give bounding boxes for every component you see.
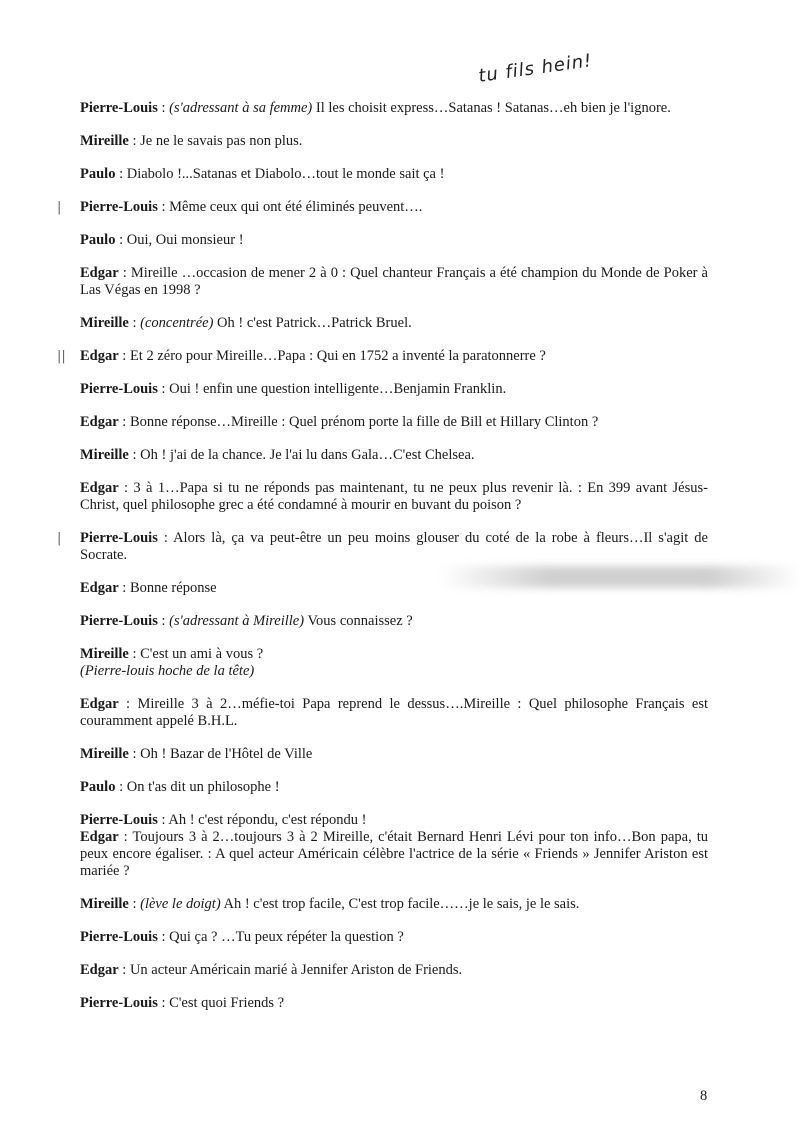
- speaker-name: Pierre-Louis: [80, 199, 158, 215]
- dialogue-line: Mireille : (concentrée) Oh ! c'est Patrick…Patrick Bruel.: [80, 315, 412, 331]
- speaker-name: Edgar: [80, 414, 119, 430]
- speaker-name: Edgar: [80, 480, 119, 496]
- speaker-name: Pierre-Louis: [80, 530, 158, 546]
- stage-direction: (lève le doigt): [140, 896, 221, 912]
- dialogue-text: On t'as dit un philosophe !: [126, 779, 280, 795]
- dialogue-line: Edgar : Bonne réponse…Mireille : Quel prénom porte la fille de Bill et Hillary Clinton ?: [80, 414, 599, 430]
- dialogue-text: Oh ! Bazar de l'Hôtel de Ville: [140, 746, 313, 762]
- dialogue-text: Diabolo !...Satanas et Diabolo…tout le monde sait ça !: [126, 166, 445, 182]
- speaker-name: Mireille: [80, 315, 129, 331]
- dialogue-text: Ah ! c'est trop facile, C'est trop facile……je le sais, je le sais.: [223, 896, 580, 912]
- script-body: [57, 100, 708, 1028]
- speaker-name: Paulo: [80, 779, 116, 795]
- dialogue-text: Il les choisit express…Satanas ! Satanas…eh bien je l'ignore.: [315, 100, 671, 116]
- dialogue-text: 3 à 1…Papa si tu ne réponds pas maintenant, tu ne peux plus revenir là. : En 399 avant Jésus-Christ, quel philosophe grec a été condamné à mourir en buvant du poison ?: [80, 480, 708, 513]
- dialogue-line: | Pierre-Louis : Alors là, ça va peut-être un peu moins glouser du coté de la robe à fleurs…Il s'agit de Socrate.: [57, 530, 708, 563]
- dialogue-line: Pierre-Louis : (s'adressant à Mireille) Vous connaissez ?: [80, 613, 413, 629]
- stage-note: (Pierre-louis hoche de la tête): [80, 663, 255, 679]
- dialogue-line: Pierre-Louis : Oui ! enfin une question intelligente…Benjamin Franklin.: [80, 381, 507, 397]
- speaker-name: Edgar: [80, 829, 119, 845]
- dialogue-text: Oui ! enfin une question intelligente…Benjamin Franklin.: [169, 381, 507, 397]
- dialogue-text: Qui ça ? …Tu peux répéter la question ?: [169, 929, 404, 945]
- speaker-name: Mireille: [80, 746, 129, 762]
- dialogue-text: Bonne réponse: [129, 580, 217, 596]
- speaker-name: Pierre-Louis: [80, 812, 158, 828]
- speaker-name: Paulo: [80, 232, 116, 248]
- speaker-name: Paulo: [80, 166, 116, 182]
- speaker-name: Mireille: [80, 646, 129, 662]
- dialogue-text: Alors là, ça va peut-être un peu moins glouser du coté de la robe à fleurs…Il s'agit de Socrate.: [80, 530, 708, 563]
- dialogue-line: Pierre-Louis : (s'adressant à sa femme) Il les choisit express…Satanas ! Satanas…eh bien je l'ignore.: [80, 100, 671, 116]
- dialogue-line: Edgar : 3 à 1…Papa si tu ne réponds pas maintenant, tu ne peux plus revenir là. : En 399 avant Jésus-Christ, quel philosophe grec a été condamné à mourir en buvant du poison ?: [80, 480, 708, 513]
- dialogue-text: Oh ! j'ai de la chance. Je l'ai lu dans Gala…C'est Chelsea.: [140, 447, 475, 463]
- dialogue-line: Paulo : Oui, Oui monsieur !: [80, 232, 244, 248]
- dialogue-line: Paulo : Diabolo !...Satanas et Diabolo…tout le monde sait ça !: [80, 166, 445, 182]
- speaker-name: Edgar: [80, 962, 119, 978]
- speaker-name: Edgar: [80, 580, 119, 596]
- dialogue-line: Paulo : On t'as dit un philosophe !: [80, 779, 280, 795]
- margin-mark: |: [57, 531, 62, 546]
- speaker-name: Pierre-Louis: [80, 613, 158, 629]
- stage-direction: (concentrée): [140, 315, 214, 331]
- speaker-name: Pierre-Louis: [80, 100, 158, 116]
- dialogue-line: Pierre-Louis : Qui ça ? …Tu peux répéter la question ?: [80, 929, 404, 945]
- dialogue-line: Mireille : (lève le doigt) Ah ! c'est trop facile, C'est trop facile……je le sais, je le sais.: [80, 896, 580, 912]
- dialogue-line: Edgar : Bonne réponse: [80, 580, 217, 596]
- speaker-name: Pierre-Louis: [80, 381, 158, 397]
- dialogue-text: Même ceux qui ont été éliminés peuvent….: [169, 199, 423, 215]
- dialogue-line: Edgar : Toujours 3 à 2…toujours 3 à 2 Mireille, c'était Bernard Henri Lévi pour ton info…Bon papa, tu peux encore égaliser. : A quel acteur Américain célèbre l'actrice de la série « Friends » Jennifer Ariston est mariée ?: [80, 829, 708, 879]
- dialogue-text: C'est un ami à vous ?: [140, 646, 264, 662]
- handwritten-note: tu fils hein!: [477, 50, 594, 87]
- dialogue-text: Ah ! c'est répondu, c'est répondu !: [168, 812, 367, 828]
- speaker-name: Edgar: [80, 265, 119, 281]
- dialogue-text: Bonne réponse…Mireille : Quel prénom porte la fille de Bill et Hillary Clinton ?: [129, 414, 599, 430]
- dialogue-line: Mireille : C'est un ami à vous ? (Pierre-louis hoche de la tête): [80, 646, 708, 680]
- speaker-name: Mireille: [80, 896, 129, 912]
- dialogue-text: Vous connaissez ?: [307, 613, 413, 629]
- dialogue-text: Oui, Oui monsieur !: [126, 232, 244, 248]
- margin-mark: |: [57, 200, 62, 215]
- dialogue-line: Mireille : Oh ! Bazar de l'Hôtel de Ville: [80, 746, 313, 762]
- dialogue-text: Toujours 3 à 2…toujours 3 à 2 Mireille, c'était Bernard Henri Lévi pour ton info…Bon papa, tu peux encore égaliser. : A quel acteur Américain célèbre l'actrice de la série « Friends » Jennifer Ariston est mariée ?: [80, 829, 708, 879]
- dialogue-line: Edgar : Mireille …occasion de mener 2 à 0 : Quel chanteur Français a été champion du Monde de Poker à Las Végas en 1998 ?: [80, 265, 708, 298]
- dialogue-text: Oh ! c'est Patrick…Patrick Bruel.: [217, 315, 412, 331]
- dialogue-line: Mireille : Oh ! j'ai de la chance. Je l'ai lu dans Gala…C'est Chelsea.: [80, 447, 475, 463]
- dialogue-line: Pierre-Louis : Ah ! c'est répondu, c'est répondu !: [80, 812, 367, 828]
- speaker-name: Pierre-Louis: [80, 995, 158, 1011]
- speaker-name: Mireille: [80, 133, 129, 149]
- dialogue-line: Mireille : Je ne le savais pas non plus.: [80, 133, 303, 149]
- speaker-name: Edgar: [80, 348, 119, 364]
- dialogue-text: Je ne le savais pas non plus.: [140, 133, 303, 149]
- dialogue-text: Mireille …occasion de mener 2 à 0 : Quel chanteur Français a été champion du Monde de Poker à Las Végas en 1998 ?: [80, 265, 708, 298]
- dialogue-line: Pierre-Louis : C'est quoi Friends ?: [80, 995, 285, 1011]
- scan-smudge: [440, 566, 800, 588]
- speaker-name: Pierre-Louis: [80, 929, 158, 945]
- dialogue-text: Mireille 3 à 2…méfie-toi Papa reprend le dessus….Mireille : Quel philosophe Français est couramment appelé B.H.L.: [80, 696, 708, 729]
- dialogue-line: | Pierre-Louis : Même ceux qui ont été éliminés peuvent….: [57, 199, 423, 215]
- dialogue-text: C'est quoi Friends ?: [169, 995, 285, 1011]
- dialogue-text: Un acteur Américain marié à Jennifer Ariston de Friends.: [129, 962, 463, 978]
- dialogue-line: Edgar : Un acteur Américain marié à Jennifer Ariston de Friends.: [80, 962, 463, 978]
- speaker-name: Edgar: [80, 696, 119, 712]
- dialogue-text: Et 2 zéro pour Mireille…Papa : Qui en 1752 a inventé la paratonnerre ?: [129, 348, 546, 364]
- page-number: 8: [700, 1088, 708, 1104]
- dialogue-line: Edgar : Mireille 3 à 2…méfie-toi Papa reprend le dessus….Mireille : Quel philosophe Français est couramment appelé B.H.L.: [80, 696, 708, 729]
- stage-direction: (s'adressant à sa femme): [169, 100, 313, 116]
- speaker-name: Mireille: [80, 447, 129, 463]
- dialogue-line: || Edgar : Et 2 zéro pour Mireille…Papa : Qui en 1752 a inventé la paratonnerre ?: [57, 348, 546, 364]
- margin-mark: ||: [57, 349, 66, 364]
- stage-direction: (s'adressant à Mireille): [169, 613, 305, 629]
